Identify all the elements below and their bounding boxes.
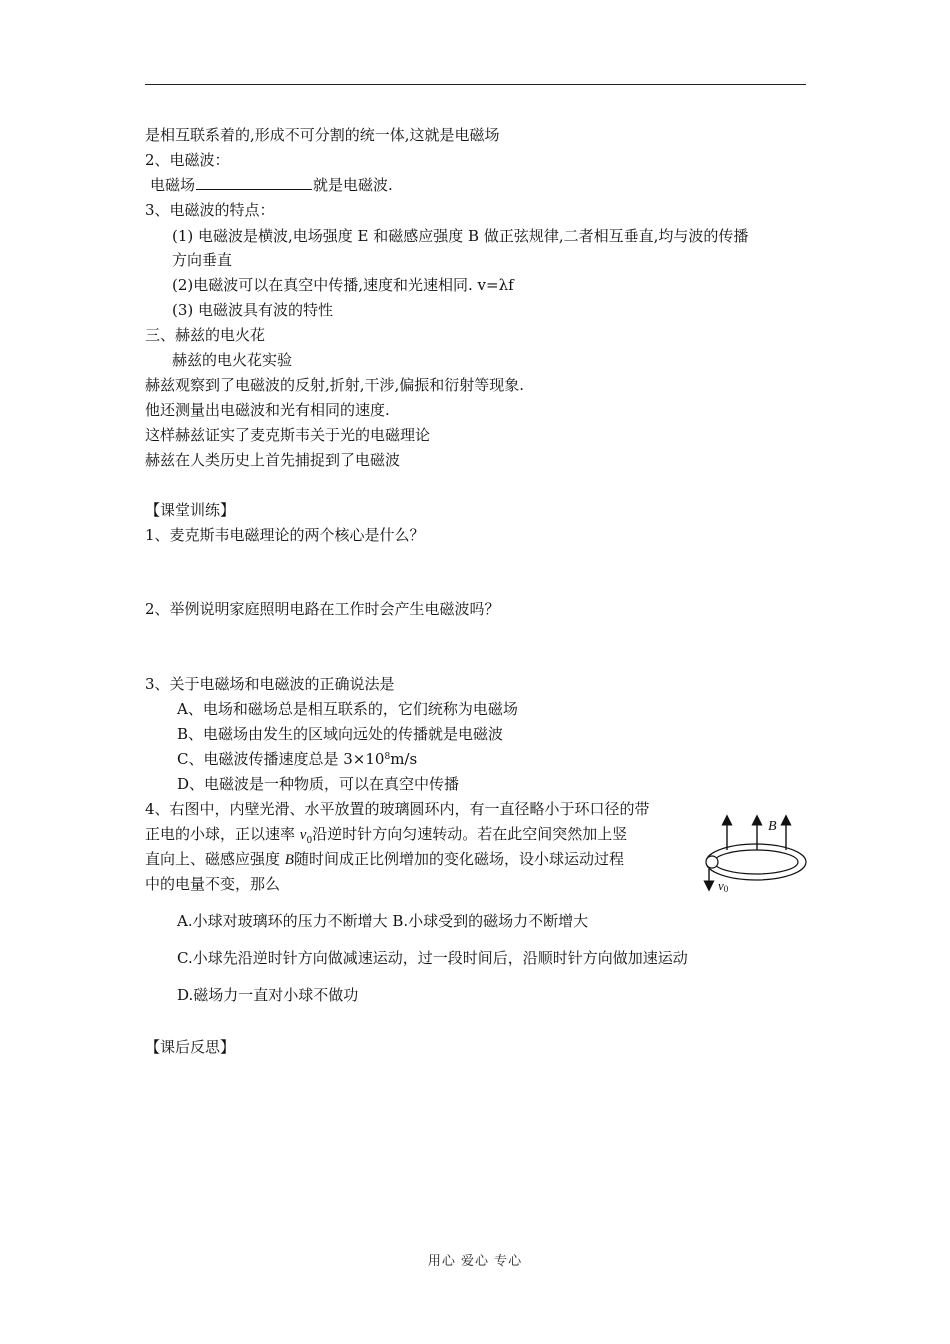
feature-2: (2)电磁波可以在真空中传播,速度和光速相同. v=λf [172,276,514,294]
text-line: 赫兹在人类历史上首先捕捉到了电磁波 [145,451,401,469]
section-reflection: 【课后反思】 [145,1038,236,1056]
answer-blank[interactable] [196,175,312,190]
question-2: 2、举例说明家庭照明电路在工作时会产生电磁波吗？ [145,600,500,618]
options-a-b: A.小球对玻璃环的压力不断增大 B.小球受到的磁场力不断增大 [177,912,589,930]
v-subscript: 0 [723,884,729,892]
section-hertz: 三、赫兹的电火花 [145,326,266,344]
text-fragment: 沿逆时针方向匀速转动。若在此空间突然加上竖 [312,825,628,843]
option-d: D、电磁波是一种物质，可以在真空中传播 [177,775,460,793]
subscript: 0 [306,836,313,846]
text-fragment: 正电的小球，正以速率 [145,825,300,843]
option-d: D.磁场力一直对小球不做功 [177,986,359,1004]
heading-features: 3、电磁波的特点： [145,201,275,219]
text-fragment: C、电磁波传播速度总是 3×10 [177,750,385,768]
option-a: A、电场和磁场总是相互联系的，它们统称为电磁场 [177,700,518,718]
option-c [177,749,417,769]
question-1: 1、麦克斯韦电磁理论的两个核心是什么？ [145,526,425,544]
question-4-line: 中的电量不变，那么 [145,875,281,893]
ring-inner [714,850,798,874]
question-4: 4、右图中，内壁光滑、水平放置的玻璃圆环内，有一直径略小于环口径的带 [145,800,650,818]
text-fragment: 直向上、磁感应强度 [145,850,285,868]
v-label [718,878,729,892]
text-fragment: 随时间成正比例增加的变化磁场，设小球运动过程 [293,850,624,868]
question-4-line [145,849,624,870]
feature-1: (1) 电磁波是横波,电场强度 E 和磁感应强度 B 做正弦规律,二者相互垂直,均与波的传播 [172,227,749,245]
text-line: 这样赫兹证实了麦克斯韦关于光的电磁理论 [145,426,431,444]
b-label: B [768,819,777,834]
feature-1-cont: 方向垂直 [172,251,233,269]
question-4-line [145,824,627,851]
text-line: 赫兹的电火花实验 [172,351,293,369]
header-rule [145,84,806,85]
v-symbol: v [718,878,724,892]
text-line: 是相互联系着的,形成不可分割的统一体,这就是电磁场 [145,126,500,144]
exponent: 8 [384,752,391,762]
field-symbol: B [284,852,294,868]
text-fragment: 电磁场 [150,176,196,194]
fill-in-line [150,175,393,195]
option-c: C.小球先沿逆时针方向做减速运动，过一段时间后，沿顺时针方向做加速运动 [177,949,688,967]
velocity-symbol: v [299,827,307,843]
question-3: 3、关于电磁场和电磁波的正确说法是 [145,675,395,693]
charged-ball [706,856,718,868]
feature-3: (3) 电磁波具有波的特性 [172,301,334,319]
section-classroom-practice: 【课堂训练】 [145,501,236,519]
text-fragment: 就是电磁波. [313,176,393,194]
ring-magnetic-field-figure [702,812,812,892]
option-b: B、电磁场由发生的区域向远处的传播就是电磁波 [177,725,504,743]
text-line: 赫兹观察到了电磁波的反射,折射,干涉,偏振和衍射等现象. [145,376,525,394]
text-fragment: m/s [390,750,418,768]
heading-em-wave: 2、电磁波： [145,151,230,169]
text-line: 他还测量出电磁波和光有相同的速度. [145,401,390,419]
page-footer: 用心 爱心 专心 [427,1254,523,1269]
ring-diagram [702,812,812,892]
